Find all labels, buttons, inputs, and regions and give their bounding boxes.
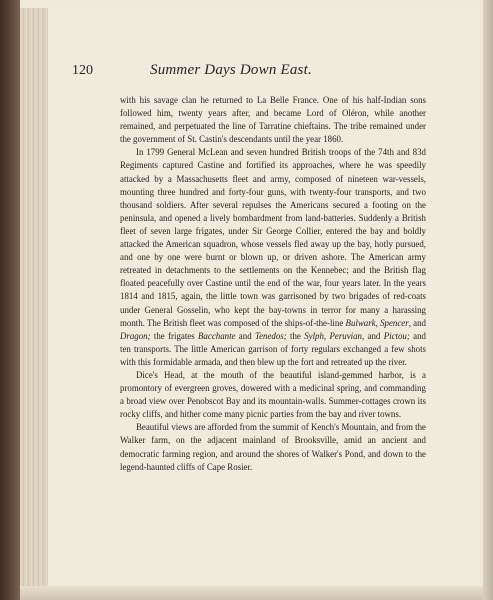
text-run: , [323, 330, 330, 341]
page-edges [20, 8, 49, 588]
body-text [120, 94, 426, 474]
italic-text: Dragon; [120, 330, 151, 341]
italic-text: Spencer [380, 317, 409, 328]
text-run: the [286, 330, 305, 341]
text-run: the frigates [150, 330, 199, 341]
text-run: In 1799 General McLean and seven hundred British troops of the 74th and 83d Regiments captured Castine and fortified its approaches, where he was speedily attacked by a Massachusetts fleet and army, composed of nineteen war-vessels, mounting three hundred and forty-four guns, with twenty-four transports, and two thousand soldiers. After several repulses the Americans secured a footing on the peninsula, and opened a lively bombardment from land-batteries. Suddenly a British fleet of seven large frigates, under Sir George Collier, entered the bay and boldly attacked the American squadron, whose vessels fled away up the bay, hotly pursued, and one by one were burnt or blown up, or driven ashore. The American army retreated in detachments to the settlements on the Kennebec; and the British flag floated peacefully over Castine until the end of the war, four years later. In the years 1814 and 1815, again, the little town was garrisoned by two brigades of red-coats under General Gosselin, who kept the bay-towns in terror for many a harassing month. The British fleet was composed of the ships-of-the-line [120, 147, 426, 328]
italic-text: Pictou; [383, 330, 410, 341]
text-run: , and [362, 330, 384, 341]
running-title: Summer Days Down East. [150, 62, 312, 78]
italic-text: Bacchante [198, 330, 236, 341]
paragraph [120, 369, 426, 421]
italic-text: Sylph [304, 330, 324, 341]
right-edge-shadow [483, 0, 493, 600]
italic-text: Peruvian [329, 330, 362, 341]
paragraph [120, 421, 426, 473]
page-number: 120 [72, 63, 93, 78]
text-run: and ten transports. The little American garrison of forty regulars exchanged a few shots with this formidable armada, and then blew up the fort and retreated up the river. [120, 330, 426, 367]
text-run: , [375, 317, 381, 328]
text-run: and [235, 330, 255, 341]
text-run: , and [408, 317, 426, 328]
italic-text: Tenedos; [254, 330, 287, 341]
italic-text: Bulwark [345, 317, 376, 328]
page-header [72, 62, 417, 79]
text-run: Beautiful views are afforded from the summit of Kench's Mountain, and from the Walker farm, on the adjacent mainland of Brooksville, amid an ancient and democratic farming region, and around the shores of Walker's Pond, and down to the legend-haunted cliffs of Cape Rosier. [120, 422, 426, 472]
text-run: Dice's Head, at the mouth of the beautiful island-gemmed harbor, is a promontory of evergreen groves, dowered with a medicinal spring, and commanding a broad view over Penobscot Bay and its mountain-walls. Summer-cottages crown its rocky cliffs, and hither come many picnic parties from the bay and river towns. [120, 369, 426, 420]
text-run: with his savage clan he returned to La Belle France. One of his half-Indian sons followed him, twenty years after, and became Lord of Oléron, while another remained, and perpetuated the line of Tarratine chieftains. The tribe remained under the government of St. Castin's descendants until the year 1860. [120, 95, 426, 145]
paragraph [120, 94, 426, 146]
book-spine [0, 0, 20, 600]
paragraph [120, 146, 426, 369]
bottom-edge-shadow [20, 586, 483, 600]
